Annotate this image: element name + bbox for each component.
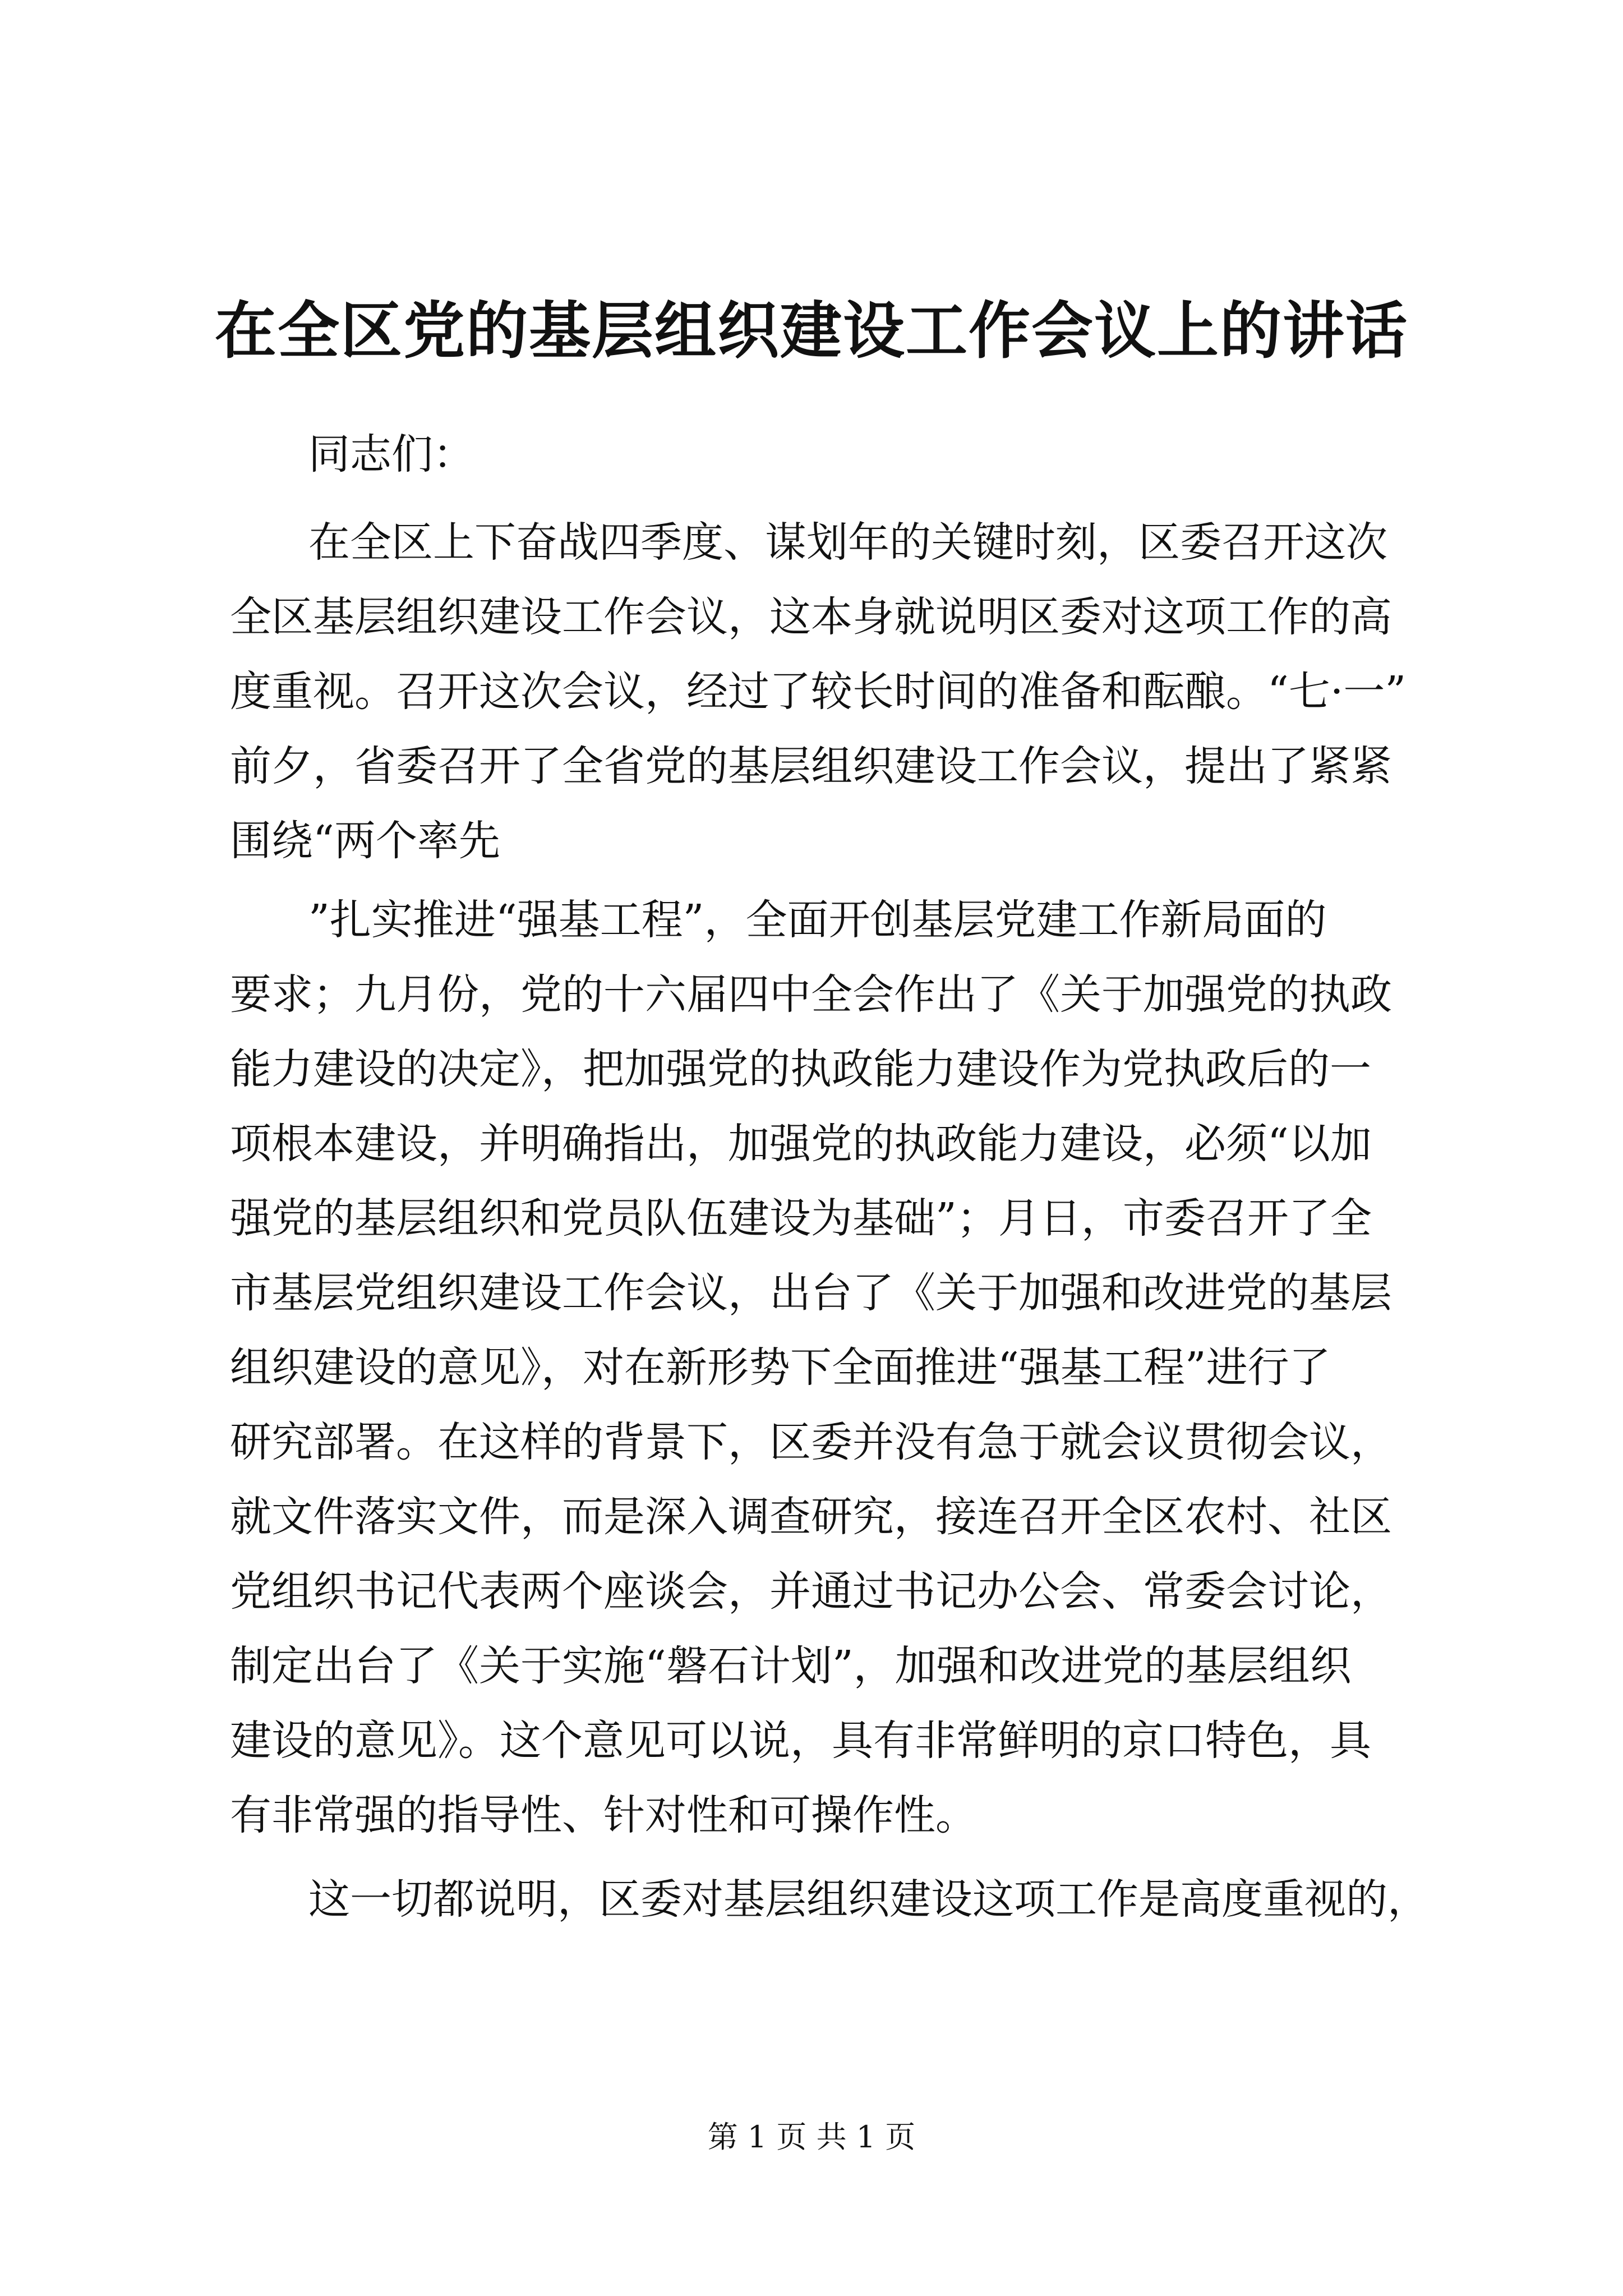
paragraph-line: 在全区上下奋战四季度、谋划年的关键时刻，区委召开这次	[308, 518, 1387, 567]
paragraph-line: 围绕“两个率先	[230, 817, 500, 865]
salutation: 同志们：	[308, 430, 474, 478]
paragraph-line: 党组织书记代表两个座谈会，并通过书记办公会、常委会讨论，	[230, 1567, 1392, 1616]
paragraph-line: 要求；九月份，党的十六届四中全会作出了《关于加强党的执政	[230, 970, 1392, 1019]
paragraph-line: 全区基层组织建设工作会议，这本身就说明区委对这项工作的高	[230, 593, 1392, 641]
paragraph-line: 能力建设的决定》，把加强党的执政能力建设作为党执政后的一	[230, 1045, 1371, 1093]
paragraph-line: 组织建设的意见》，对在新形势下全面推进“强基工程”进行了	[230, 1343, 1331, 1392]
paragraph-line: ”扎实推进“强基工程”，全面开创基层党建工作新局面的	[308, 896, 1327, 944]
paragraph-line: 项根本建设，并明确指出，加强党的执政能力建设，必须“以加	[230, 1120, 1372, 1168]
paragraph-line: 前夕，省委召开了全省党的基层组织建设工作会议，提出了紧紧	[230, 742, 1392, 790]
document-title: 在全区党的基层组织建设工作会议上的讲话	[215, 295, 1408, 367]
paragraph-line: 这一切都说明，区委对基层组织建设这项工作是高度重视的，	[308, 1875, 1429, 1924]
paragraph-line: 就文件落实文件，而是深入调查研究，接连召开全区农村、社区	[230, 1493, 1392, 1541]
paragraph-line: 建设的意见》。这个意见可以说，具有非常鲜明的京口特色，具	[230, 1717, 1371, 1765]
page-number-footer: 第 1 页 共 1 页	[707, 2119, 916, 2155]
paragraph-line: 市基层党组织建设工作会议，出台了《关于加强和改进党的基层	[230, 1269, 1392, 1317]
paragraph-line: 研究部署。在这样的背景下，区委并没有急于就会议贯彻会议，	[230, 1418, 1392, 1466]
paragraph-line: 度重视。召开这次会议，经过了较长时间的准备和酝酿。“七·一”	[230, 668, 1407, 716]
paragraph-line: 制定出台了《关于实施“磐石计划”，加强和改进党的基层组织	[230, 1642, 1352, 1690]
paragraph-line: 有非常强的指导性、针对性和可操作性。	[230, 1791, 977, 1839]
paragraph-line: 强党的基层组织和党员队伍建设为基础”；月日，市委召开了全	[230, 1194, 1372, 1243]
